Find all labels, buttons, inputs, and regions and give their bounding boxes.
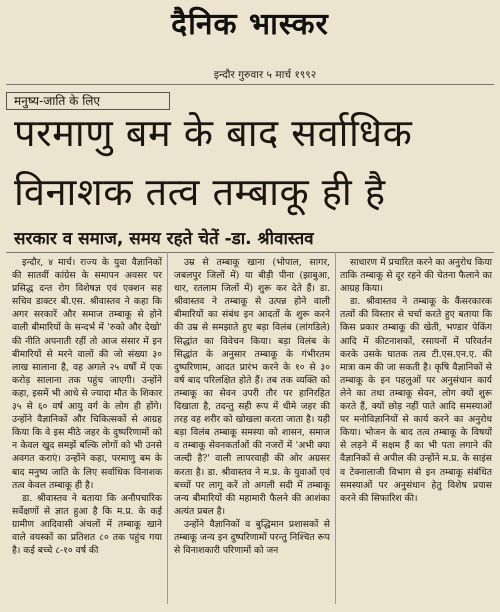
paragraph: इन्दौर, ४ मार्च। राज्य के युवा वैज्ञानिकों की सातवीं कांग्रेस के समापन अवसर पर प्रसिद्ध दन्त रोग विशेषज्ञ एवं एक्शन सह सचिव डाक्टर बी.एस. श्रीवास्तव ने कहा कि अगर सरकारें और समाज तम्बाकू से होने वाली बीमारियों के सन्दर्भ में 'रुको और देखो' की नीति अपनाती रहीं तो आज संसार में इन बीमारियों से मरने वालों की जो संख्या ३० लाख सालाना है, वह अगले २५ वर्षों में एक करोड़ सालाना तक पहुंच जाएगी। उन्होंने कहा, इसमें भी आधे से ज्यादा मौत के शिकार ३५ से ६० वर्ष आयु वर्ग के लोग ही होंगे। उन्होंने वैज्ञानिकों और चिकित्सकों से आग्रह किया कि वे इस मीठे जहर के दुष्परिणामों को न केवल खुद समझें बल्कि लोगों को भी उनसे अवगत कराएं। उन्होंने कहा, परमाणु बम के बाद मनुष्य जाति के लिए सर्वाधिक विनाशक तत्व केवल तम्बाकू ही है।	[12, 257, 162, 491]
headline-line-2: विनाशक तत्व तम्बाकू ही है	[14, 170, 386, 214]
paragraph: डा. श्रीवास्तव ने तम्बाकू के कैंसरकारक तत्वों की विस्तार से चर्चा करते हुए बताया कि किस प्रकार तम्बाकू की खेती, भण्डार पेकिंग आदि में कीटनाशकों, रसायनों में परिवर्तन करके उसके घातक तत्व टी.एस.एन.ए. की मात्रा कम की जा सकती है। कृषि वैज्ञानिकों से तम्बाकू के इन पहलुओं पर अनुसंधान कार्य लेने का तथा तम्बाकू सेवन, लोग क्यों शुरू करते हैं, क्यों छोड़ नहीं पाते आदि समस्याओं पर मनोविज्ञानियों से कार्य करने का अनुरोध किया। भोजन के बाद तत्व तम्बाकू के विषयों से लड़ने में सक्षम हैं का भी पता लगाने की वैज्ञानिकों से अपील की उन्होंने म.प्र. के साइंस व टेक्नालाजी विभाग से इन तम्बाकू संबंधित समस्याओं पर अनुसंधान हेतु विशेष प्रयास करने की सिफारिश की।	[340, 296, 492, 504]
kicker: मनुष्य-जाति के लिए	[14, 94, 101, 108]
paragraph: डा. श्रीवास्तव ने बताया कि अनौपचारिक सर्वेक्षणों से ज्ञात हुआ है कि म.प्र. के कई ग्रामीण आदिवासी अंचलों में तम्बाकू खाने वाले वयस्कों का प्रतिशत ८० तक पहुंच गया है। कई बच्चे ८-१० वर्ष की	[12, 492, 162, 557]
deck-divider	[6, 252, 494, 253]
headline-line-1: परमाणु बम के बाद सर्वाधिक	[14, 111, 413, 155]
paragraph: उन्होंने वैज्ञानिकों व बुद्धिमान प्रशासकों से तम्बाकू जन्य इन दुष्परिणामों परन्तु निश्चित रूप से विनाशकारी परिणामों को जन	[174, 518, 330, 557]
article-column-1	[12, 256, 162, 557]
dateline: इन्दौर गुरुवार ५ मार्च १९९२	[213, 69, 317, 81]
article-column-2	[174, 256, 330, 557]
top-divider	[6, 84, 494, 85]
column-divider	[335, 252, 336, 604]
deck: सरकार व समाज, समय रहते चेतें -डा. श्रीवास्तव	[14, 229, 314, 249]
article-column-3	[340, 256, 492, 505]
paragraph: साधारण में प्रचारित करने का अनुरोध किया ताकि तम्बाकू से दूर रहने की चेतना फैलाने का आग्रह किया।	[340, 257, 492, 295]
column-divider	[167, 252, 168, 604]
paragraph: उम्र से तम्बाकू खाना (भोपाल, सागर, जबलपुर जिलों में) या बीड़ी पीना (झाबुआ, धार, रतलाम जिलों में) शुरू कर देते हैं। डा. श्रीवास्तव ने तम्बाकू से उत्पन्न होने वाली बीमारियों का संबंध इन आदतों के शुरू करने की उम्र से समझाते हुए बड़ा विलंब (लांगडिले) सिद्धांत का विवेचन किया। बड़ा विलंब के सिद्धांत के अनुसार तम्बाकू के गंभीरतम दुष्परिणाम, आदत प्रारंभ करने के १० से ३० वर्ष बाद परिलक्षित होते हैं। तब तक व्यक्ति को तम्बाकू का सेवन उपरी तौर पर हानिरहित दिखाता है, तदन्तु सही रूप में धीमे जहर की तरह वह शरीर को खोखला करता जाता है। यही बड़ा विलंब तम्बाकू समस्या को शासन, समाज व तम्बाकू सेवनकर्ताओं की नजरों में 'अभी क्या जल्दी है?' वाली लापरवाही की ओर अग्रसर करता है। डा. श्रीवास्तव ने म.प्र. के युवाओं एवं बच्चों पर लागू करें तो अगली सदी में तम्बाकू जन्य बीमारियों की महामारी फैलने की आशंका अत्यंत प्रबल है।	[174, 257, 330, 517]
masthead-title: दैनिक भास्कर	[171, 7, 329, 42]
